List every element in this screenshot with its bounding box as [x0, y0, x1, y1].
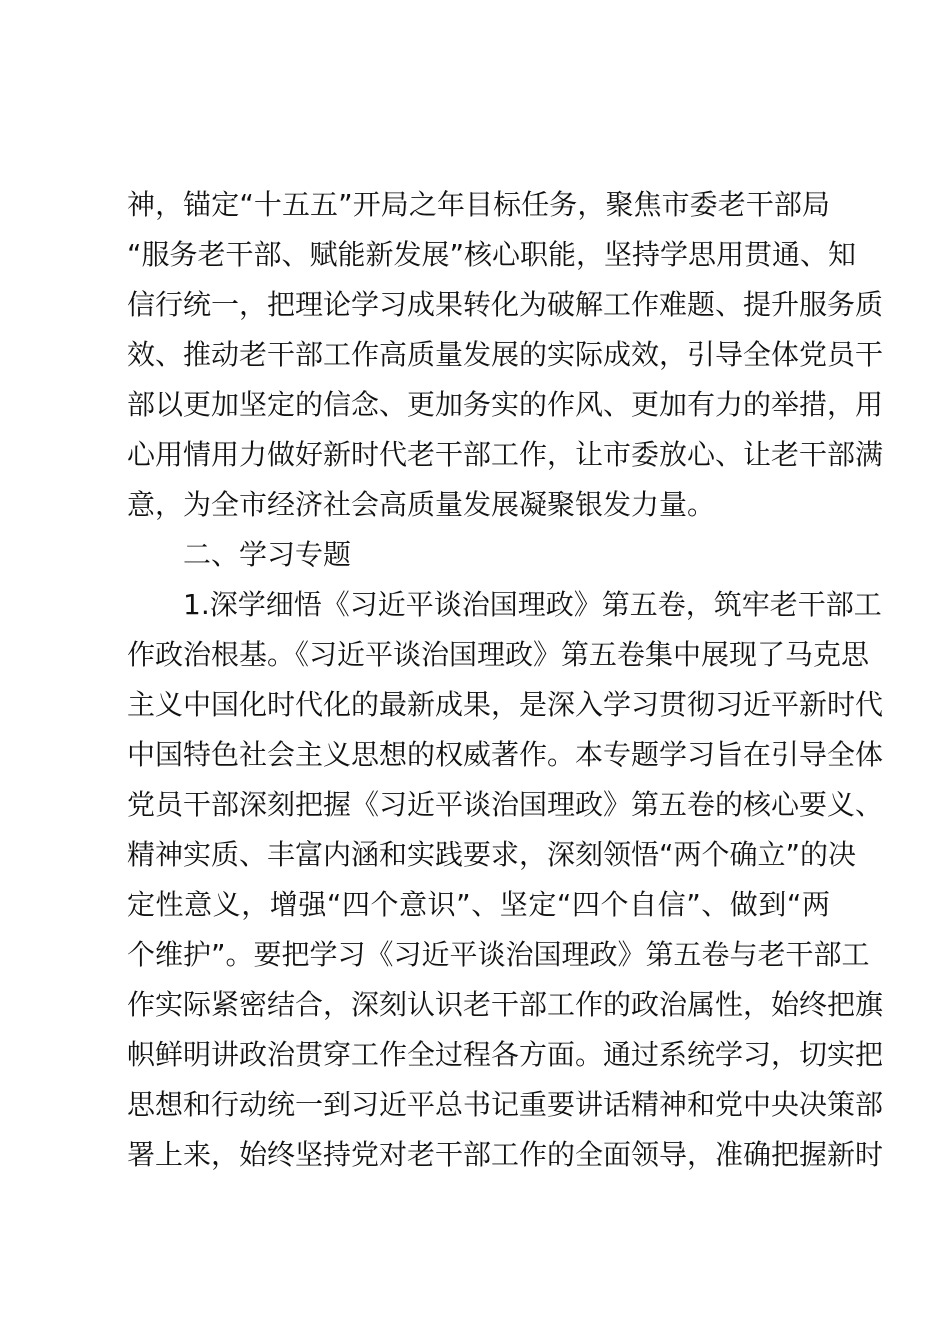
text-line: 信行统一，把理论学习成果转化为破解工作难题、提升服务质 — [127, 288, 884, 321]
text-line: 个维护”。要把学习《习近平谈治国理政》第五卷与老干部工 — [127, 938, 870, 971]
text-line: “服务老干部、赋能新发展”核心职能，坚持学思用贯通、知 — [127, 238, 857, 271]
text-line: 意，为全市经济社会高质量发展凝聚银发力量。 — [127, 488, 716, 521]
text-line: 作政治根基。《习近平谈治国理政》第五卷集中展现了马克思 — [127, 638, 870, 671]
text-line: 部以更加坚定的信念、更加务实的作风、更加有力的举措，用 — [127, 388, 884, 421]
text-line: 精神实质、丰富内涵和实践要求，深刻领悟“两个确立”的决 — [127, 838, 857, 871]
text-line: 帜鲜明讲政治贯穿工作全过程各方面。通过系统学习，切实把 — [127, 1038, 884, 1071]
text-line: 1.深学细悟《习近平谈治国理政》第五卷，筑牢老干部工 — [183, 588, 882, 621]
text-line: 主义中国化时代化的最新成果，是深入学习贯彻习近平新时代 — [127, 688, 884, 721]
text-line: 效、推动老干部工作高质量发展的实际成效，引导全体党员干 — [127, 338, 884, 371]
text-line: 中国特色社会主义思想的权威著作。本专题学习旨在引导全体 — [127, 738, 884, 771]
text-line: 定性意义，增强“四个意识”、坚定“四个自信”、做到“两 — [127, 888, 830, 921]
text-line: 心用情用力做好新时代老干部工作，让市委放心、让老干部满 — [127, 438, 884, 471]
text-line: 神，锚定“十五五”开局之年目标任务，聚焦市委老干部局 — [127, 188, 830, 221]
text-line: 思想和行动统一到习近平总书记重要讲话精神和党中央决策部 — [127, 1088, 884, 1121]
text-line: 作实际紧密结合，深刻认识老干部工作的政治属性，始终把旗 — [127, 988, 884, 1021]
text-line: 署上来，始终坚持党对老干部工作的全面领导，准确把握新时 — [127, 1138, 884, 1171]
text-line: 党员干部深刻把握《习近平谈治国理政》第五卷的核心要义、 — [127, 788, 884, 821]
section-heading: 二、学习专题 — [183, 538, 352, 571]
